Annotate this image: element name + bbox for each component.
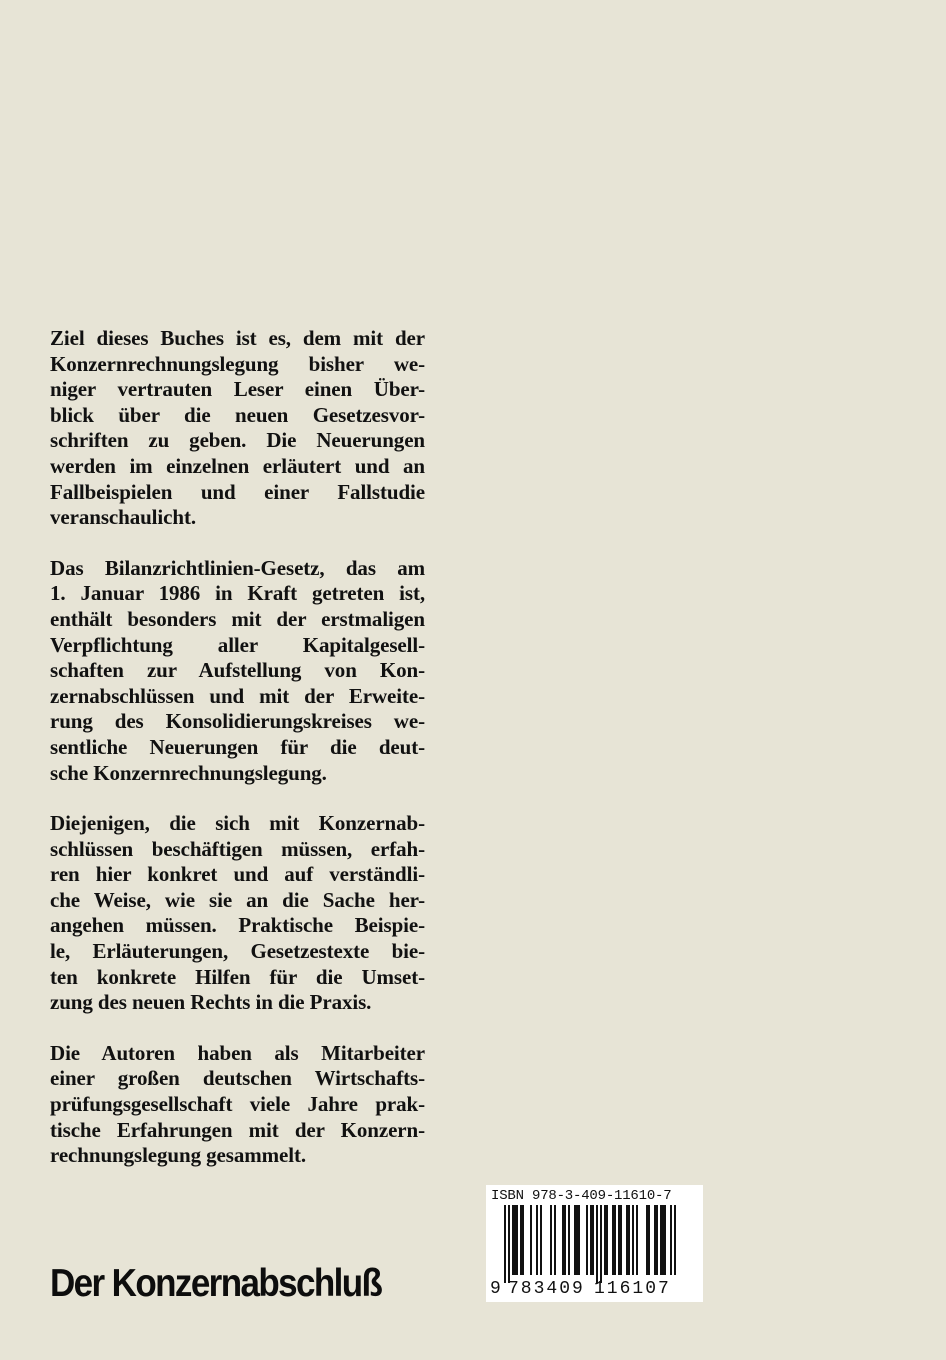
blurb-line: tische Erfahrungen mit der Konzern- [50,1117,425,1142]
barcode-bar [590,1205,592,1275]
ean-first-digit: 9 [490,1279,501,1299]
blurb-line: prüfungsgesellschaft viele Jahre prak- [50,1092,425,1117]
barcode-bar [626,1205,628,1275]
blurb-line: Ziel dieses Buches ist es, dem mit der [50,326,425,350]
barcode-bar [656,1205,658,1275]
blurb-line: zernabschlüssen und mit der Erweite- [50,683,425,708]
back-cover-blurb [50,326,425,1194]
barcode-bar [574,1205,576,1275]
blurb-line: ten konkrete Hilfen für die Umset- [50,964,425,989]
isbn-number: ISBN 978-3-409-11610-7 [491,1188,672,1204]
blurb-line: schaften zur Aufstellung von Kon- [50,658,425,683]
barcode-bar [568,1205,570,1275]
blurb-line: Diejenigen, die sich mit Konzernab- [50,811,425,836]
barcode-bar [654,1205,656,1275]
barcode-bar [592,1205,594,1275]
barcode-bar [596,1205,598,1283]
barcode-bar [578,1205,580,1275]
blurb-line: rung des Konsolidierungskreises we- [50,709,425,734]
barcode-bar [674,1205,676,1275]
blurb-line: zung des neuen Rechts in die Praxis. [50,990,372,1015]
barcode-bar [540,1205,542,1275]
barcode-bar [628,1205,630,1275]
blurb-line: che Weise, wie sie an die Sache her- [50,887,425,912]
barcode-bar [612,1205,614,1275]
blurb-line: le, Erläuterungen, Gesetzestexte bie- [50,939,425,964]
blurb-line: veranschaulicht. [50,505,196,530]
barcode-bar [646,1205,648,1275]
blurb-line: sche Konzernrechnungslegung. [50,760,327,785]
barcode-bar [550,1205,552,1275]
barcode-bar [614,1205,616,1275]
blurb-line: werden im einzelnen erläutert und an [50,453,425,478]
blurb-line: einer großen deutschen Wirtschafts- [50,1066,425,1091]
isbn-barcode-label [486,1185,703,1302]
barcode-bar [520,1205,522,1275]
blurb-line: angehen müssen. Praktische Beispie- [50,913,425,938]
blurb-line: niger vertrauten Leser einen Über- [50,377,425,402]
barcode-bar [564,1205,566,1275]
ean-left-group: 783409 [508,1279,585,1299]
blurb-line: ren hier konkret und auf verständli- [50,862,425,887]
ean13-barcode [492,1205,682,1283]
barcode-bar [606,1205,608,1275]
blurb-paragraph [50,556,425,786]
blurb-line: rechnungslegung gesammelt. [50,1143,307,1168]
barcode-bar [586,1205,588,1275]
barcode-bar [604,1205,606,1275]
blurb-line: schlüssen beschäftigen müssen, erfah- [50,836,425,861]
barcode-bar [554,1205,556,1275]
barcode-bar [600,1205,602,1283]
blurb-line: blick über die neuen Gesetzesvor- [50,402,425,427]
blurb-line: Konzernrechnungslegung bisher we- [50,351,425,376]
blurb-line: schriften zu geben. Die Neuerungen [50,428,425,453]
barcode-bar [662,1205,664,1275]
barcode-bar [504,1205,506,1283]
barcode-bar [514,1205,516,1275]
barcode-bar [576,1205,578,1275]
ean-right-group: 116107 [594,1279,671,1299]
book-title: Der Konzernabschluß [50,1261,382,1306]
blurb-line: Verpflichtung aller Kapitalgesell- [50,632,425,657]
barcode-bar [530,1205,532,1275]
blurb-line: Fallbeispielen und einer Fallstudie [50,479,425,504]
blurb-line: enthält besonders mit der erstmaligen [50,606,425,631]
barcode-bar [648,1205,650,1275]
blurb-line: Das Bilanzrichtlinien-Gesetz, das am [50,555,425,580]
blurb-line: sentliche Neuerungen für die deut- [50,734,425,759]
blurb-paragraph [50,326,425,531]
blurb-line: Die Autoren haben als Mitarbeiter [50,1040,425,1065]
barcode-bar [516,1205,518,1275]
barcode-bar [536,1205,538,1275]
barcode-bar [562,1205,564,1275]
blurb-paragraph [50,811,425,1016]
barcode-bar [522,1205,524,1275]
barcode-bar [670,1205,672,1275]
blurb-paragraph [50,1041,425,1169]
barcode-bar [636,1205,638,1275]
barcode-bar [620,1205,622,1275]
barcode-bar [660,1205,662,1275]
barcode-bar [632,1205,634,1275]
barcode-bar [512,1205,514,1275]
barcode-bar [664,1205,666,1275]
blurb-line: 1. Januar 1986 in Kraft getreten ist, [50,581,425,606]
barcode-bar [618,1205,620,1275]
barcode-bar [508,1205,510,1283]
